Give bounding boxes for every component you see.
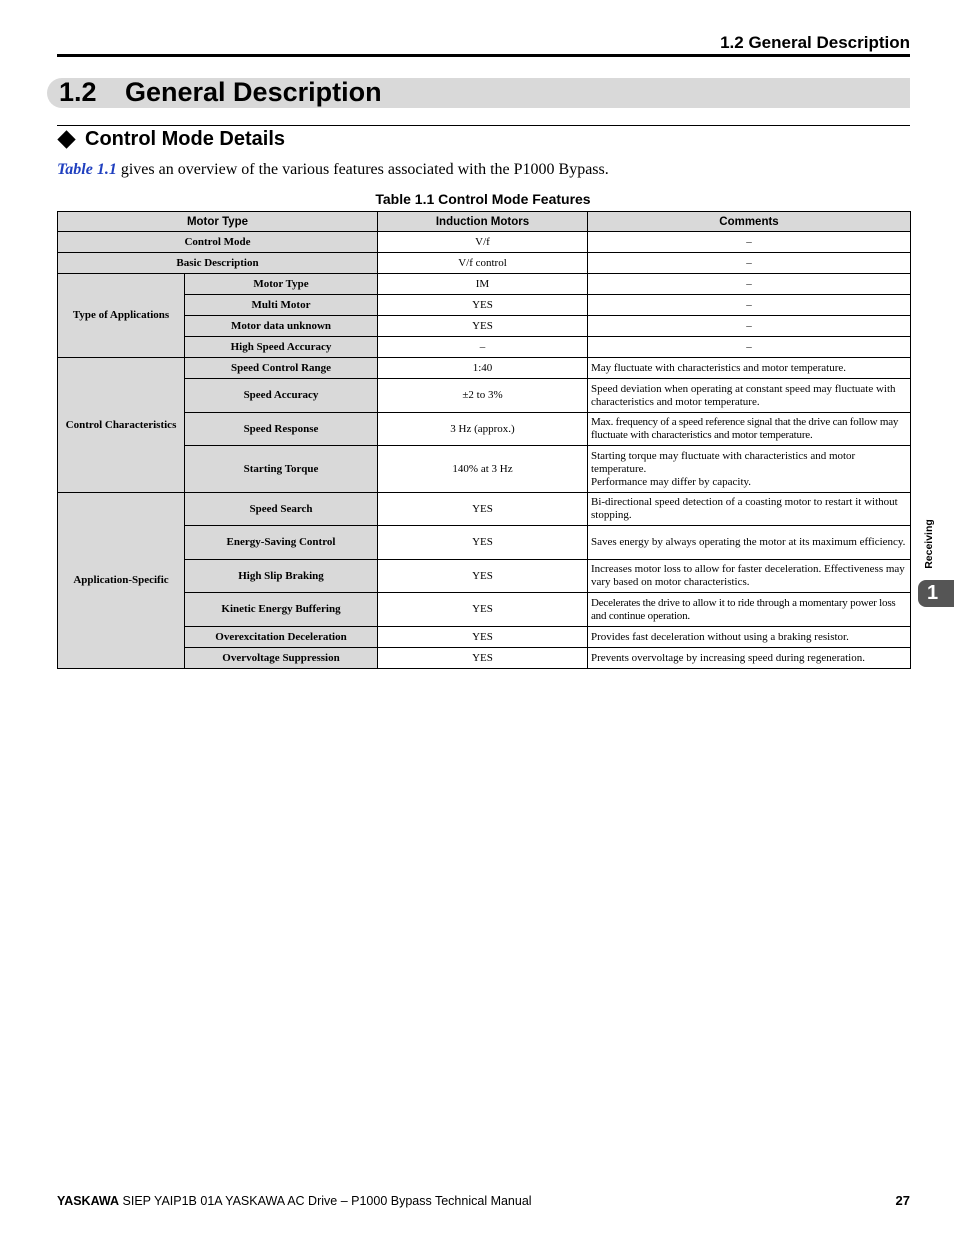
value-cell: ±2 to 3%: [378, 379, 588, 413]
side-chapter-label: [922, 513, 936, 575]
footer-text: [57, 1194, 532, 1208]
table-row: [58, 526, 911, 560]
intro-text: gives an overview of the various features associated with the P1000 Bypass.: [116, 161, 609, 178]
category-cell: Application-Specific: [58, 493, 185, 669]
value-cell: YES: [378, 560, 588, 593]
footer-brand: YASKAWA: [57, 1194, 120, 1208]
comment-cell: Provides fast deceleration without using a braking resistor.: [588, 627, 911, 648]
comment-cell: –: [588, 295, 911, 316]
comment-line: Starting torque may fluctuate with characteristics and motor temperature.: [591, 449, 856, 475]
comment-cell: Prevents overvoltage by increasing speed during regeneration.: [588, 648, 911, 669]
table-row: [58, 274, 911, 295]
feature-cell: Speed Response: [185, 413, 378, 446]
table-row: [58, 648, 911, 669]
comment-cell: Bi-directional speed detection of a coasting motor to restart it without stopping.: [588, 493, 911, 526]
value-cell: YES: [378, 316, 588, 337]
section-rule: [57, 125, 910, 126]
value-cell: V/f control: [378, 253, 588, 274]
section-title: General Description: [125, 77, 382, 107]
diamond-bullet-icon: [57, 130, 75, 148]
table-row: [58, 316, 911, 337]
comment-cell: Max. frequency of a speed reference signal that the drive can follow may fluctuate with characteristics and motor temperature.: [588, 413, 911, 446]
feature-cell: Overexcitation Deceleration: [185, 627, 378, 648]
feature-cell: Kinetic Energy Buffering: [185, 593, 378, 627]
value-cell: YES: [378, 627, 588, 648]
comment-cell: Increases motor loss to allow for faster deceleration. Effectiveness may vary based on motor characteristics.: [588, 560, 911, 593]
feature-cell: Speed Accuracy: [185, 379, 378, 413]
category-cell: Type of Applications: [58, 274, 185, 358]
feature-cell: Starting Torque: [185, 446, 378, 493]
table-row: [58, 446, 911, 493]
table-reference-link[interactable]: Table 1.1: [57, 161, 117, 178]
feature-cell: Motor data unknown: [185, 316, 378, 337]
table-row: [58, 593, 911, 627]
comment-cell: May fluctuate with characteristics and motor temperature.: [588, 358, 911, 379]
feature-cell: Speed Control Range: [185, 358, 378, 379]
comment-line: Performance may differ by capacity.: [591, 475, 752, 488]
value-cell: V/f: [378, 232, 588, 253]
feature-cell: Overvoltage Suppression: [185, 648, 378, 669]
feature-cell: High Slip Braking: [185, 560, 378, 593]
table-row: [58, 337, 911, 358]
comment-cell: [588, 446, 911, 493]
value-cell: IM: [378, 274, 588, 295]
header-comments: Comments: [588, 212, 911, 232]
value-cell: YES: [378, 526, 588, 560]
footer-manual-title: SIEP YAIP1B 01A YASKAWA AC Drive – P1000 Bypass Technical Manual: [119, 1194, 532, 1208]
table-row: [58, 358, 911, 379]
comment-cell: Speed deviation when operating at constant speed may fluctuate with characteristics and motor temperature.: [588, 379, 911, 413]
subsection-title: Control Mode Details: [85, 128, 286, 150]
table-row: [58, 560, 911, 593]
header-rule: [57, 54, 910, 57]
comment-cell: –: [588, 337, 911, 358]
value-cell: 1:40: [378, 358, 588, 379]
control-mode-features-table: [57, 211, 911, 669]
table-row: [58, 295, 911, 316]
comment-cell: –: [588, 232, 911, 253]
table-row: [58, 493, 911, 526]
feature-cell: Energy-Saving Control: [185, 526, 378, 560]
intro-paragraph: [57, 161, 609, 179]
header-motor-type: Motor Type: [58, 212, 378, 232]
feature-cell: Motor Type: [185, 274, 378, 295]
header-induction-motors: Induction Motors: [378, 212, 588, 232]
table-row: [58, 627, 911, 648]
table-row: [58, 413, 911, 446]
feature-cell: Multi Motor: [185, 295, 378, 316]
table-header-row: [58, 212, 911, 232]
section-number: 1.2: [59, 77, 97, 107]
comment-cell: –: [588, 274, 911, 295]
table-row: [58, 253, 911, 274]
value-cell: –: [378, 337, 588, 358]
category-cell: Control Characteristics: [58, 358, 185, 493]
feature-cell: High Speed Accuracy: [185, 337, 378, 358]
page-number: 27: [895, 1193, 910, 1208]
running-header-title: 1.2 General Description: [720, 33, 910, 52]
subsection-heading: [57, 128, 285, 151]
comment-cell: Saves energy by always operating the motor at its maximum efficiency.: [588, 526, 911, 560]
feature-cell: Control Mode: [58, 232, 378, 253]
value-cell: 3 Hz (approx.): [378, 413, 588, 446]
comment-cell: Decelerates the drive to allow it to ride through a momentary power loss and continue operation.: [588, 593, 911, 627]
side-chapter-label-text: Receiving: [923, 519, 935, 569]
table-row: [58, 232, 911, 253]
value-cell: YES: [378, 493, 588, 526]
table-caption: Table 1.1 Control Mode Features: [375, 191, 591, 207]
value-cell: YES: [378, 648, 588, 669]
comment-cell: –: [588, 316, 911, 337]
comment-cell: –: [588, 253, 911, 274]
value-cell: YES: [378, 295, 588, 316]
chapter-tab: 1: [918, 580, 954, 607]
feature-cell: Speed Search: [185, 493, 378, 526]
value-cell: YES: [378, 593, 588, 627]
feature-cell: Basic Description: [58, 253, 378, 274]
table-row: [58, 379, 911, 413]
value-cell: 140% at 3 Hz: [378, 446, 588, 493]
